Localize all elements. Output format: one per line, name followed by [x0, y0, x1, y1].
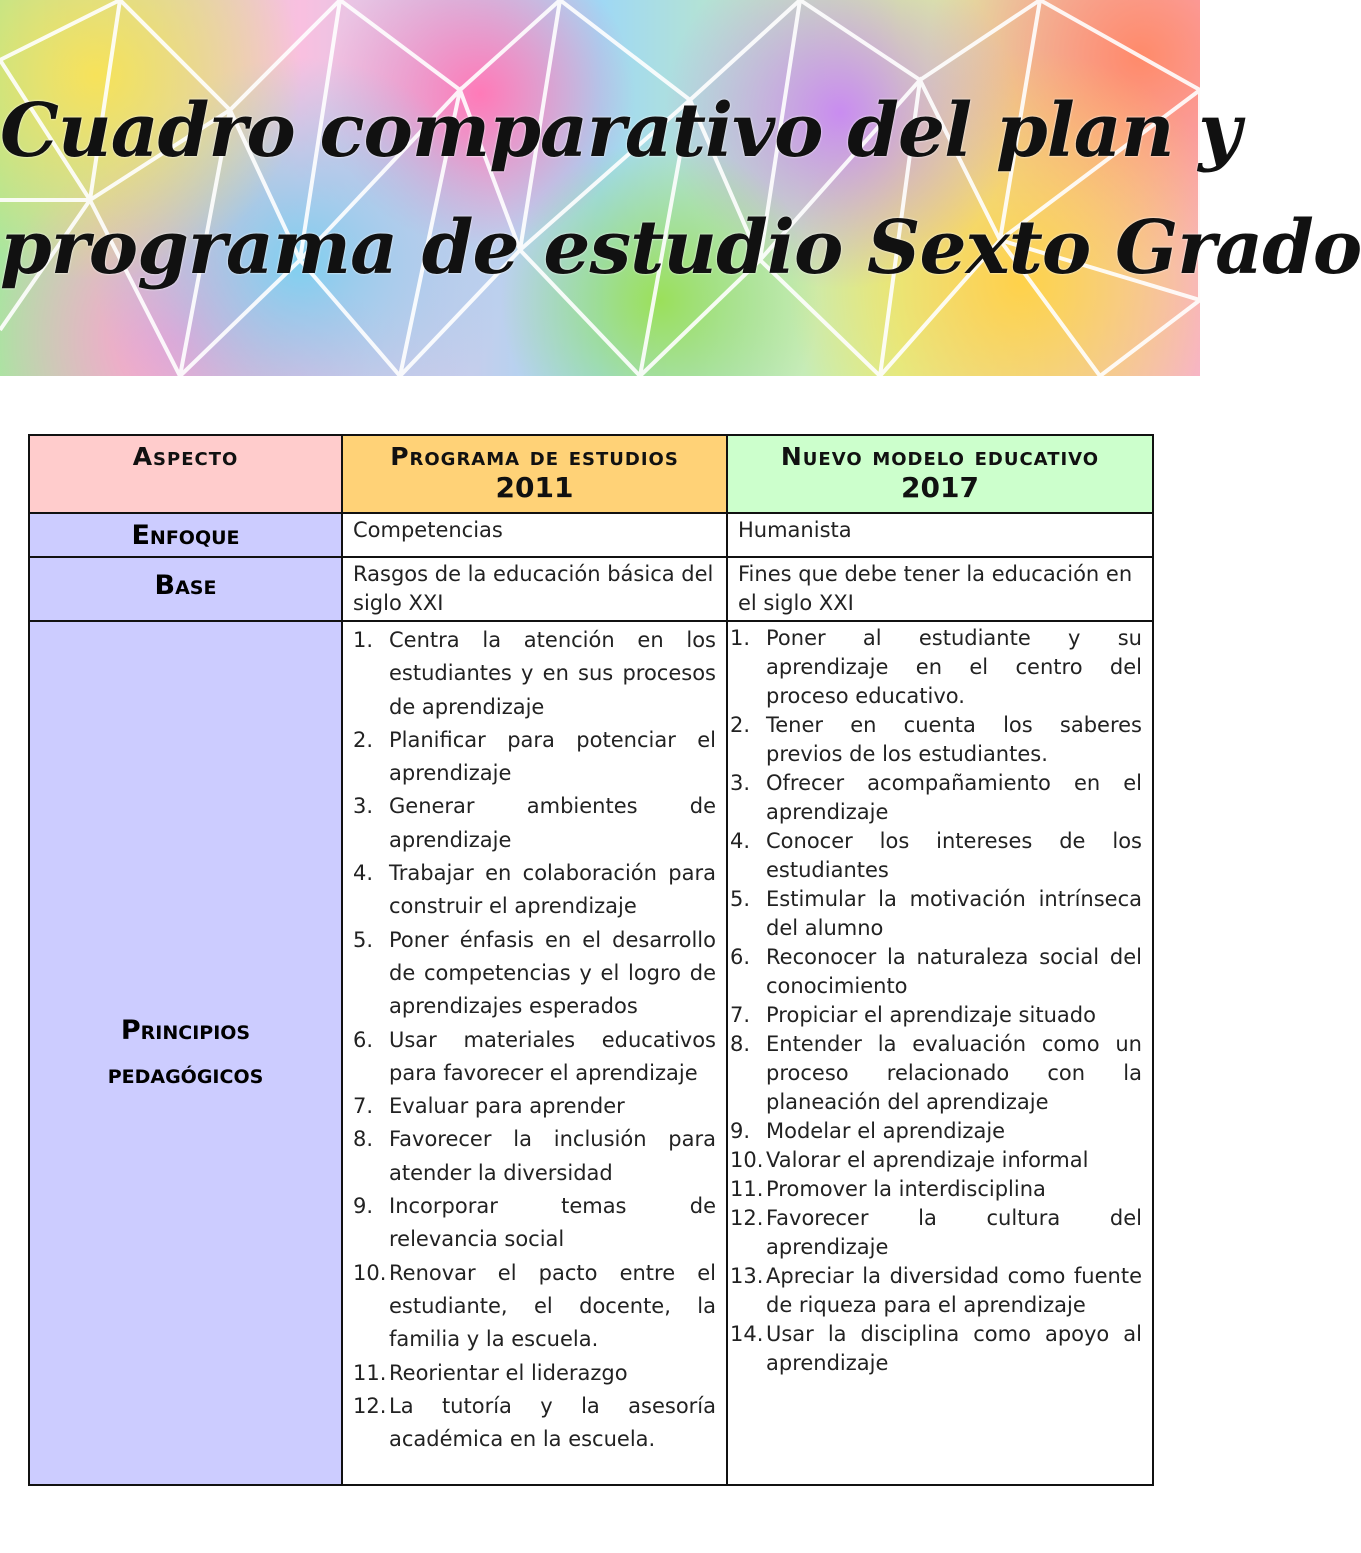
list-item-text: Centra la atención en los estudiantes y en sus procesos de aprendizaje: [389, 628, 716, 719]
list-item-text: Tener en cuenta los saberes previos de los estudiantes.: [766, 713, 1142, 766]
list-item: [353, 924, 716, 1024]
list-item: [353, 1024, 716, 1091]
list-item-text: Usar materiales educativos para favorecer el aprendizaje: [389, 1027, 716, 1085]
header-model-title: Nuevo modelo educativo: [780, 442, 1100, 471]
list-item-text: Estimular la motivación intrínseca del alumno: [766, 887, 1142, 940]
geometric-pattern-decoration: [0, 0, 1361, 376]
list-item: [353, 1123, 716, 1190]
list-item-text: Conocer los intereses de los estudiantes: [766, 829, 1142, 882]
list-item: [730, 624, 1142, 711]
list-item-text: Usar la disciplina como apoyo al aprendizaje: [766, 1322, 1142, 1375]
list-item: [730, 885, 1142, 943]
list-item-text: Reorientar el liderazgo: [389, 1360, 628, 1385]
list-item: [730, 1175, 1142, 1204]
list-item-number: 2.: [353, 727, 374, 752]
list-item-number: 13.: [730, 1264, 764, 1288]
list-item-text: Propiciar el aprendizaje situado: [766, 1003, 1096, 1027]
list-item: [730, 827, 1142, 885]
list-item-number: 4.: [730, 829, 751, 853]
list-item-number: 8.: [353, 1127, 374, 1152]
list-item-text: La tutoría y la asesoría académica en la escuela.: [389, 1393, 716, 1452]
header-model-year: 2017: [901, 471, 979, 504]
principles-2011-list: [353, 624, 716, 1456]
list-item-number: 9.: [730, 1119, 751, 1143]
enfoque-2017: Humanista: [727, 513, 1153, 557]
list-item-number: 14.: [730, 1322, 764, 1346]
list-item: [353, 624, 716, 724]
list-item: [353, 724, 716, 791]
list-item: [353, 1257, 716, 1357]
list-item-number: 5.: [730, 887, 751, 911]
list-item-number: 9.: [353, 1194, 374, 1219]
enfoque-2011: Competencias: [342, 513, 727, 557]
list-item: [730, 1030, 1142, 1117]
list-item-text: Generar ambientes de aprendizaje: [389, 794, 716, 852]
list-item: [730, 1001, 1142, 1030]
list-item: [730, 1117, 1142, 1146]
list-item-number: 12.: [353, 1393, 387, 1418]
list-item: [353, 790, 716, 857]
list-item-number: 7.: [730, 1003, 751, 1027]
comparison-table: [28, 434, 1154, 1486]
list-item-number: 11.: [353, 1360, 387, 1385]
list-item: [353, 1390, 716, 1457]
list-item-number: 8.: [730, 1032, 751, 1056]
row-label-principios: Principios pedagógicos: [29, 621, 342, 1485]
list-item: [730, 769, 1142, 827]
header-model-2017: [727, 435, 1153, 513]
list-item-text: Favorecer la cultura del aprendizaje: [766, 1206, 1142, 1259]
list-item-number: 5.: [353, 927, 374, 952]
list-item: [730, 1320, 1142, 1378]
list-item-number: 12.: [730, 1206, 764, 1230]
list-item-text: Renovar el pacto entre el estudiante, el docente, la familia y la escuela.: [389, 1260, 716, 1352]
list-item: [730, 1204, 1142, 1262]
page-title-line-2: programa de estudio Sexto Grado: [0, 205, 1361, 291]
list-item-text: Promover la interdisciplina: [766, 1177, 1046, 1201]
row-enfoque: [29, 513, 1153, 557]
list-item-text: Planificar para potenciar el aprendizaje: [389, 727, 716, 786]
list-item-text: Evaluar para aprender: [389, 1094, 625, 1119]
list-item: [353, 1190, 716, 1257]
list-item-number: 3.: [730, 771, 751, 795]
list-item-number: 4.: [353, 861, 374, 886]
row-principios: [29, 621, 1153, 1485]
list-item-number: 10.: [730, 1148, 764, 1172]
list-item: [353, 1090, 716, 1123]
list-item-text: Poner énfasis en el desarrollo de competencias y el logro de aprendizajes esperados: [389, 927, 716, 1019]
list-item-text: Favorecer la inclusión para atender la diversidad: [389, 1127, 716, 1185]
list-item-number: 6.: [730, 945, 751, 969]
list-item-text: Apreciar la diversidad como fuente de riqueza para el aprendizaje: [766, 1264, 1142, 1317]
list-item-number: 7.: [353, 1094, 374, 1119]
list-item-number: 6.: [353, 1027, 374, 1052]
list-item-text: Entender la evaluación como un proceso relacionado con la planeación del aprendizaje: [766, 1032, 1142, 1114]
row-label-base: Base: [29, 557, 342, 621]
page-title-line-1: Cuadro comparativo del plan y: [0, 88, 1241, 174]
list-item: [353, 1357, 716, 1390]
header-program-year: 2011: [495, 471, 574, 504]
list-item-text: Incorporar temas de relevancia social: [389, 1194, 716, 1252]
title-banner: [0, 0, 1361, 376]
list-item-text: Valorar el aprendizaje informal: [766, 1148, 1089, 1172]
list-item-number: 1.: [353, 628, 374, 652]
list-item: [730, 711, 1142, 769]
principios-2017: [727, 621, 1153, 1485]
list-item-text: Trabajar en colaboración para construir el aprendizaje: [389, 861, 716, 919]
principios-2011: [342, 621, 727, 1485]
header-program-2011: [342, 435, 727, 513]
list-item-number: 10.: [353, 1260, 387, 1285]
header-aspect-label: Aspecto: [132, 442, 239, 471]
header-row: [29, 435, 1153, 513]
list-item-number: 11.: [730, 1177, 764, 1201]
list-item: [730, 1262, 1142, 1320]
list-item-text: Reconocer la naturaleza social del conocimiento: [766, 945, 1142, 998]
list-item-text: Ofrecer acompañamiento en el aprendizaje: [766, 771, 1142, 824]
row-label-enfoque: Enfoque: [29, 513, 342, 557]
base-2017: Fines que debe tener la educación en el siglo XXI: [727, 557, 1153, 621]
principles-2017-list: [730, 624, 1142, 1378]
header-aspect: [29, 435, 342, 513]
list-item: [730, 1146, 1142, 1175]
list-item-number: 2.: [730, 713, 751, 737]
list-item-number: 1.: [730, 626, 751, 650]
base-2011: Rasgos de la educación básica del siglo XXI: [342, 557, 727, 621]
header-program-title: Programa de estudios: [390, 442, 679, 471]
list-item-text: Poner al estudiante y su aprendizaje en el centro del proceso educativo.: [766, 626, 1142, 708]
list-item: [353, 857, 716, 924]
row-base: [29, 557, 1153, 621]
list-item: [730, 943, 1142, 1001]
list-item-number: 3.: [353, 794, 374, 819]
list-item-text: Modelar el aprendizaje: [766, 1119, 1006, 1143]
